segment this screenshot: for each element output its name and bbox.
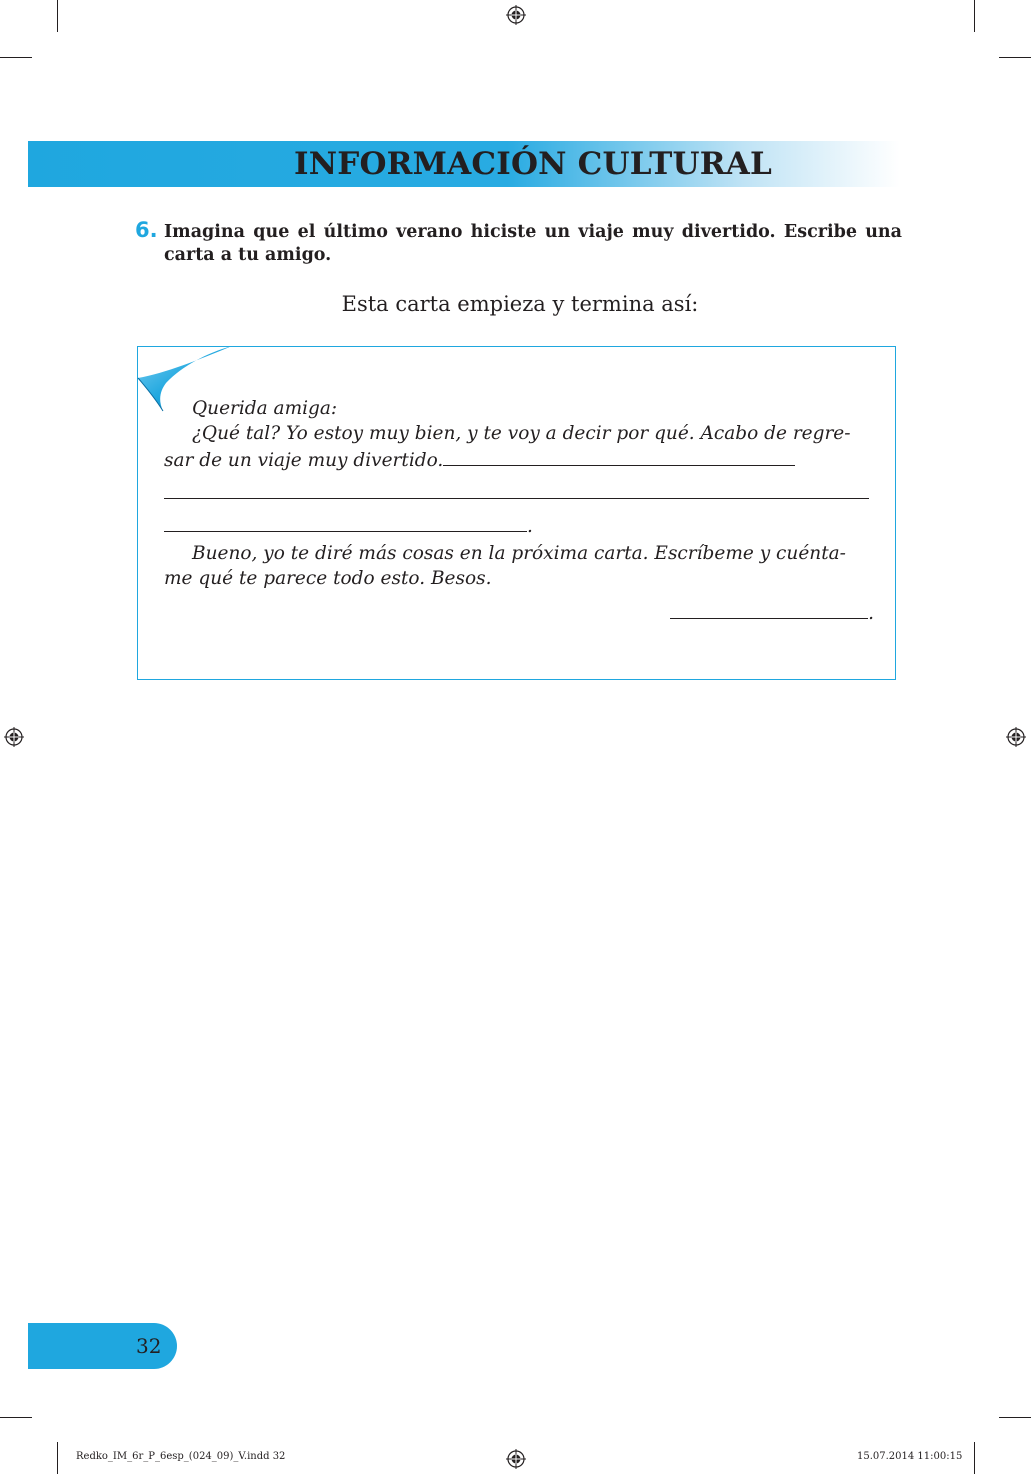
crop-mark bbox=[57, 0, 58, 32]
letter-period: . bbox=[868, 603, 874, 624]
registration-mark-icon bbox=[506, 1449, 526, 1469]
file-name: Redko_IM_6r_P_6esp_(024_09)_V.indd 32 bbox=[76, 1451, 286, 1462]
page-number bbox=[28, 1323, 272, 1369]
crop-mark bbox=[0, 57, 32, 58]
task-instruction: Imagina que el último verano hiciste un viaje muy divertido. Escribe una carta a tu amigo. bbox=[164, 222, 902, 265]
registration-mark-icon bbox=[1006, 727, 1026, 747]
letter-period: . bbox=[527, 516, 533, 537]
letter-greeting: Querida amiga: bbox=[192, 398, 338, 419]
letter-text bbox=[164, 396, 874, 626]
letter-line: me qué te parece todo esto. Besos. bbox=[164, 568, 492, 589]
crop-mark bbox=[999, 1417, 1031, 1418]
write-in-blank[interactable] bbox=[164, 479, 869, 499]
crop-mark bbox=[974, 0, 975, 32]
registration-mark-icon bbox=[506, 5, 526, 25]
letter-line: sar de un viaje muy divertido. bbox=[164, 450, 444, 471]
registration-mark-icon bbox=[4, 727, 24, 747]
crop-mark bbox=[57, 1442, 58, 1474]
page-number-text: 32 bbox=[136, 1334, 162, 1358]
page-title: INFORMACIÓN CULTURAL bbox=[294, 146, 772, 182]
crop-mark bbox=[974, 1442, 975, 1474]
task-number: 6. bbox=[135, 218, 158, 242]
letter-intro: Esta carta empieza y termina así: bbox=[341, 292, 699, 316]
write-in-blank[interactable] bbox=[443, 446, 795, 466]
crop-mark bbox=[0, 1417, 32, 1418]
letter-line: ¿Qué tal? Yo estoy muy bien, y te voy a decir por qué. Acabo de regre- bbox=[192, 423, 851, 444]
signature-blank[interactable] bbox=[670, 599, 868, 619]
timestamp: 15.07.2014 11:00:15 bbox=[857, 1451, 963, 1462]
crop-mark bbox=[999, 57, 1031, 58]
write-in-blank[interactable] bbox=[164, 512, 527, 532]
letter-line: Bueno, yo te diré más cosas en la próxima carta. Escríbeme y cuénta- bbox=[192, 543, 846, 564]
